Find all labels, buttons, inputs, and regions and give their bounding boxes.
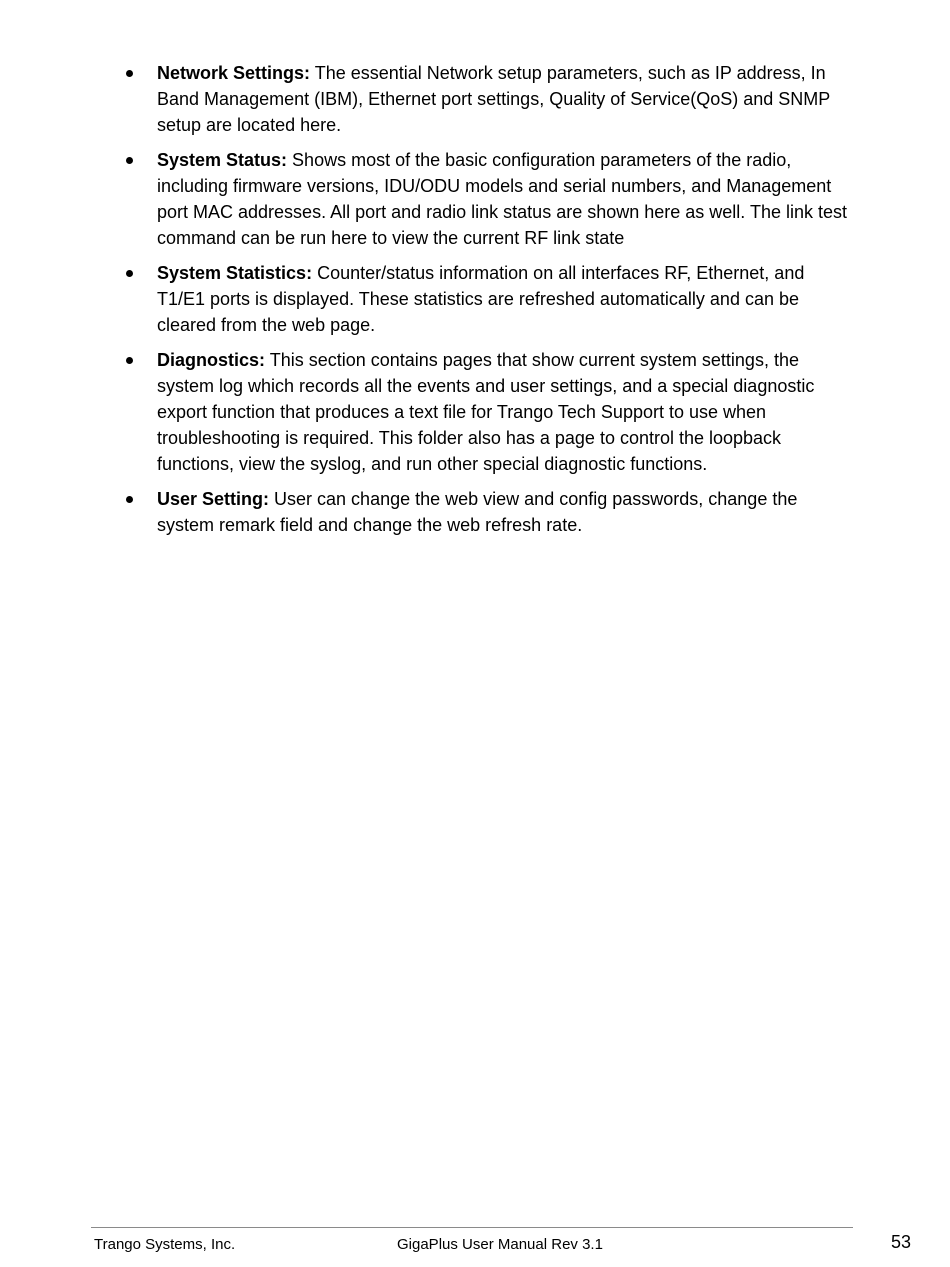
item-term: Network Settings:	[157, 63, 311, 83]
bullet-icon	[126, 270, 133, 277]
list-item-system-statistics	[124, 260, 854, 338]
item-term: System Status:	[157, 150, 288, 170]
item-term: Diagnostics:	[157, 350, 266, 370]
item-description: This section contains pages that show current system settings, the system log which records all the events and user settings, and a special diagnostic export function that produces a text file for Trango Tech Support to use when troubleshooting is required. This folder also has a page to control the loopback functions, view the syslog, and run other special diagnostic functions.	[157, 350, 815, 474]
bullet-icon	[126, 496, 133, 503]
list-item-diagnostics	[124, 347, 854, 477]
feature-list	[124, 60, 854, 538]
item-description: Shows most of the basic configuration parameters of the radio, including firmware versions, IDU/ODU models and serial numbers, and Management port MAC addresses. All port and radio link status are shown here as well. The link test command can be run here to view the current RF link state	[157, 150, 848, 248]
bullet-icon	[126, 70, 133, 77]
list-item-user-setting	[124, 486, 854, 538]
footer-manual-title: GigaPlus User Manual Rev 3.1	[397, 1236, 603, 1253]
footer-company: Trango Systems, Inc.	[94, 1236, 236, 1253]
list-item-network-settings	[124, 60, 854, 138]
item-description: The essential Network setup parameters, such as IP address, In Band Management (IBM), Ethernet port settings, Quality of Service(QoS) and SNMP setup are located here.	[157, 63, 830, 135]
bullet-icon	[126, 357, 133, 364]
item-description: Counter/status information on all interfaces RF, Ethernet, and T1/E1 ports is displayed. These statistics are refreshed automatically and can be cleared from the web page.	[157, 263, 805, 335]
footer-divider	[91, 1227, 853, 1228]
item-term: User Setting:	[157, 489, 270, 509]
item-description: User can change the web view and config passwords, change the system remark field and change the web refresh rate.	[157, 489, 798, 535]
page-body	[124, 60, 854, 547]
page-number: 53	[891, 1232, 912, 1252]
list-item-system-status	[124, 147, 854, 251]
bullet-icon	[126, 157, 133, 164]
item-term: System Statistics:	[157, 263, 313, 283]
